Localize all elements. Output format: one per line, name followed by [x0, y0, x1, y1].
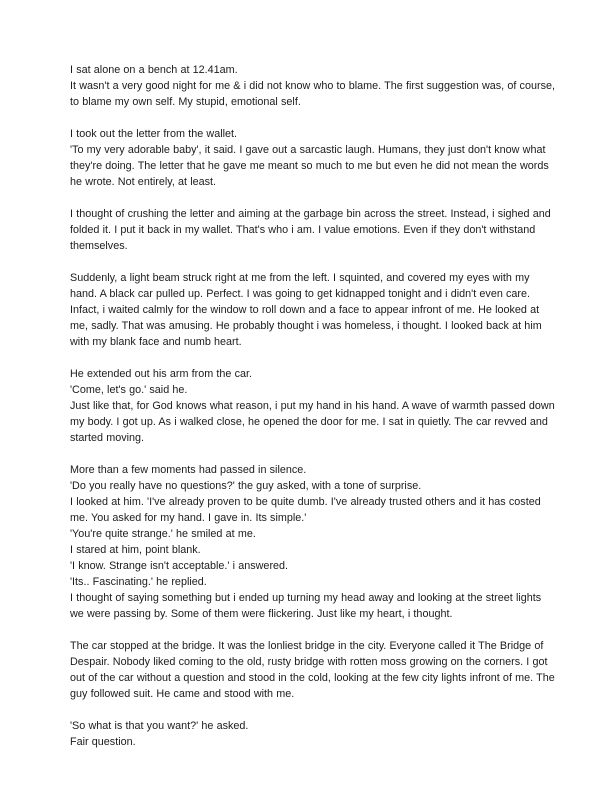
text-line: I sat alone on a bench at 12.41am. — [70, 64, 238, 76]
text-line: Suddenly, a light beam struck right at me from the left. I squinted, and covered my eyes with my hand. A black car pulled up. Perfect. I was going to get kidnapped tonight and i didn't even care. Infact, i waited calmly for the window to roll down and a face to appear infront of me. He looked at me, sadly. That was amusing. He probably thought i was homeless, i thought. I looked back at him with my blank face and numb heart. — [70, 272, 542, 348]
text-line: I took out the letter from the wallet. — [70, 128, 238, 140]
paragraph — [70, 206, 556, 254]
text-line: 'To my very adorable baby', it said. I gave out a sarcastic laugh. Humans, they just don't know what they're doing. The letter that he gave me meant so much to me but even he did not mean the words he wrote. Not entirely, at least. — [70, 144, 549, 188]
text-line: 'Come, let's go.' said he. — [70, 384, 188, 396]
text-line: He extended out his arm from the car. — [70, 368, 253, 380]
paragraph — [70, 462, 556, 622]
text-line: 'I know. Strange isn't acceptable.' i answered. — [70, 560, 289, 572]
text-line: 'Do you really have no questions?' the guy asked, with a tone of surprise. — [70, 480, 422, 492]
text-line: Fair question. — [70, 736, 136, 748]
text-line: I thought of saying something but i ended up turning my head away and looking at the street lights we were passing by. Some of them were flickering. Just like my heart, i thought. — [70, 592, 542, 620]
paragraph — [70, 718, 556, 750]
text-line: The car stopped at the bridge. It was the lonliest bridge in the city. Everyone called it The Bridge of Despair. Nobody liked coming to the old, rusty bridge with rotten moss growing on the corners. I got out of the car without a question and stood in the cold, looking at the few city lights infront of me. The guy followed suit. He came and stood with me. — [70, 640, 555, 700]
text-line: 'So what is that you want?' he asked. — [70, 720, 249, 732]
text-line: I thought of crushing the letter and aiming at the garbage bin across the street. Instead, i sighed and folded it. I put it back in my wallet. That's who i am. I value emotions. Even if they don't withstand themselves. — [70, 208, 551, 252]
text-line: It wasn't a very good night for me & i did not know who to blame. The first suggestion was, of course, to blame my own self. My stupid, emotional self. — [70, 80, 555, 108]
text-line: I stared at him, point blank. — [70, 544, 201, 556]
text-line: 'You're quite strange.' he smiled at me. — [70, 528, 256, 540]
document-text — [70, 62, 556, 750]
text-line: 'Its.. Fascinating.' he replied. — [70, 576, 207, 588]
paragraph — [70, 270, 556, 350]
paragraph — [70, 126, 556, 190]
text-line: Just like that, for God knows what reason, i put my hand in his hand. A wave of warmth passed down my body. I got up. As i walked close, he opened the door for me. I sat in quietly. The car revved and started moving. — [70, 400, 555, 444]
paragraph — [70, 638, 556, 702]
paragraph — [70, 62, 556, 110]
paragraph — [70, 366, 556, 446]
text-line: More than a few moments had passed in silence. — [70, 464, 307, 476]
text-line: I looked at him. 'I've already proven to be quite dumb. I've already trusted others and it has costed me. You asked for my hand. I gave in. Its simple.' — [70, 496, 541, 524]
